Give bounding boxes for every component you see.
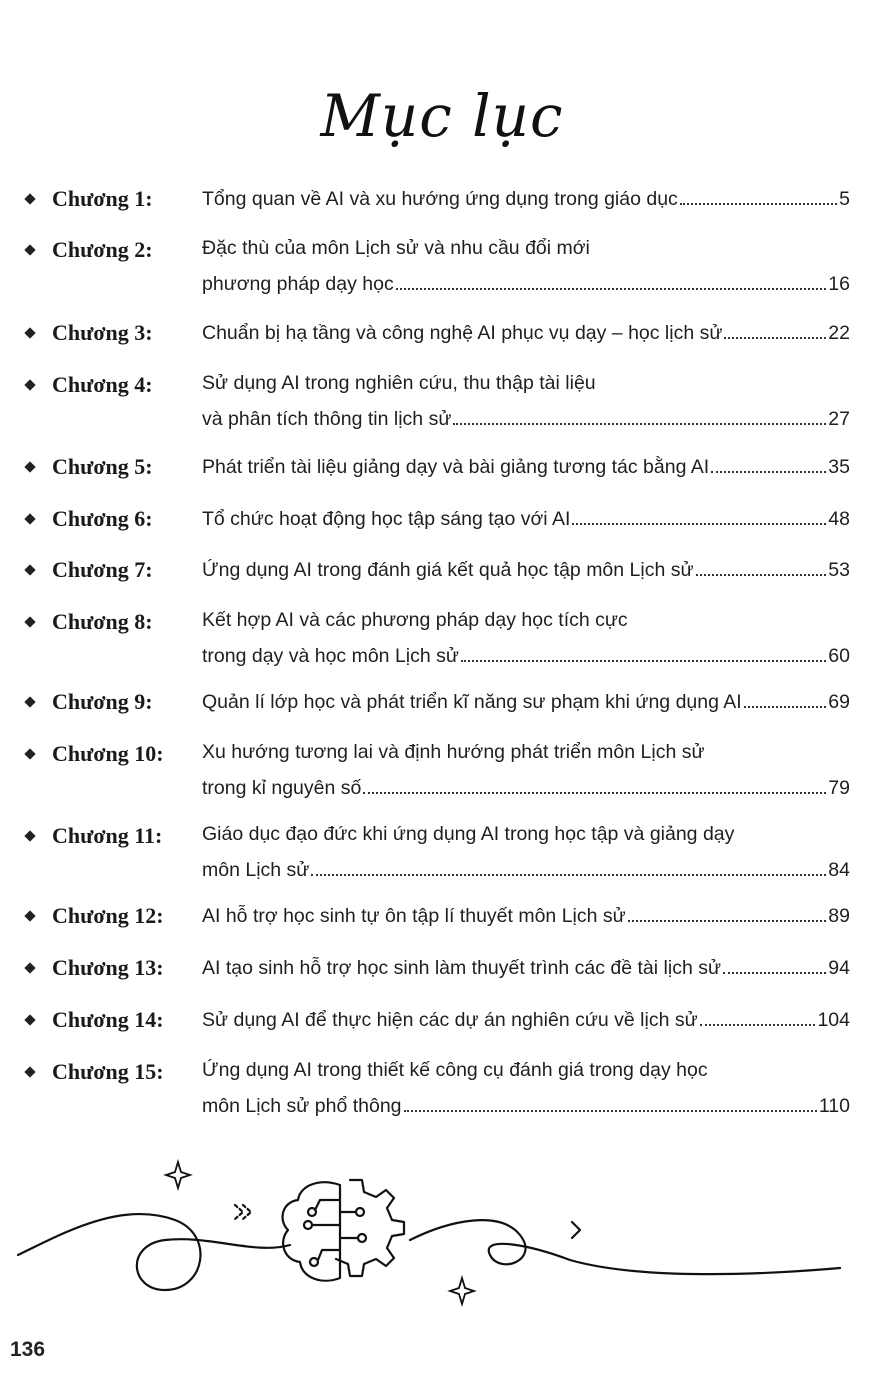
dot-leader <box>453 404 826 425</box>
toc-entry <box>0 689 884 727</box>
chapter-title-text: Đặc thù của môn Lịch sử và nhu cầu đổi mới <box>202 237 590 259</box>
dot-leader <box>396 269 827 290</box>
chapter-title-text: Phát triển tài liệu giảng dạy và bài giảng tương tác bằng AI <box>202 456 710 478</box>
diamond-bullet-icon <box>24 616 35 627</box>
diamond-bullet-icon <box>24 1066 35 1077</box>
chapter-label: Chương 9: <box>52 689 153 714</box>
page-reference: 35 <box>828 456 850 478</box>
chapter-title-text: Quản lí lớp học và phát triển kĩ năng sư phạm khi ứng dụng AI <box>202 691 742 713</box>
toc-entry <box>0 1007 884 1045</box>
page-reference: 16 <box>828 273 850 295</box>
chapter-label: Chương 14: <box>52 1007 164 1032</box>
chapter-title-text: phương pháp dạy học <box>202 273 394 295</box>
chapter-title-line <box>202 607 850 633</box>
chapter-title-line <box>202 855 850 881</box>
sparkle-icon <box>166 1162 190 1188</box>
chapter-title-line <box>202 821 850 847</box>
toc-entry <box>0 903 884 941</box>
chapter-title-line <box>202 1091 850 1117</box>
chapter-label: Chương 5: <box>52 454 153 479</box>
dot-leader <box>628 901 827 922</box>
chapter-title-line <box>202 452 850 478</box>
dot-leader <box>572 504 826 525</box>
chapter-title-text: môn Lịch sử phổ thông <box>202 1095 402 1117</box>
page-reference: 69 <box>828 691 850 713</box>
toc-entry <box>0 823 884 895</box>
dot-leader <box>724 318 826 339</box>
chapter-title-line <box>202 555 850 581</box>
dot-leader <box>723 953 826 974</box>
toc-entry <box>0 955 884 993</box>
toc-entry <box>0 454 884 492</box>
chapter-label: Chương 13: <box>52 955 164 980</box>
chapter-label: Chương 4: <box>52 372 153 397</box>
brain-gear-decoration <box>0 1150 884 1330</box>
diamond-bullet-icon <box>24 379 35 390</box>
diamond-bullet-icon <box>24 461 35 472</box>
chapter-label: Chương 10: <box>52 741 164 766</box>
chapter-title-text: Giáo dục đạo đức khi ứng dụng AI trong học tập và giảng dạy <box>202 823 735 845</box>
chapter-title-text: Chuẩn bị hạ tầng và công nghệ AI phục vụ dạy – học lịch sử <box>202 322 723 344</box>
dot-leader <box>700 1005 816 1026</box>
arrow-right-icon <box>572 1222 580 1238</box>
chapter-title-text: môn Lịch sử <box>202 859 310 881</box>
toc-entry <box>0 741 884 813</box>
double-arrow-icon <box>235 1205 251 1219</box>
chapter-title-line <box>202 1005 850 1031</box>
dot-leader <box>711 452 826 473</box>
toc-entry <box>0 186 884 224</box>
page-reference: 5 <box>839 188 850 210</box>
chapter-label: Chương 8: <box>52 609 153 634</box>
chapter-label: Chương 11: <box>52 823 163 848</box>
diamond-bullet-icon <box>24 244 35 255</box>
diamond-bullet-icon <box>24 1014 35 1025</box>
chapter-title-line <box>202 901 850 927</box>
dot-leader <box>680 184 837 205</box>
diamond-bullet-icon <box>24 696 35 707</box>
page-title: Mục lục <box>320 82 564 150</box>
chapter-title-text: Sử dụng AI trong nghiên cứu, thu thập tài liệu <box>202 372 596 394</box>
diamond-bullet-icon <box>24 748 35 759</box>
diamond-bullet-icon <box>24 564 35 575</box>
chapter-title-text: Tổng quan về AI và xu hướng ứng dụng trong giáo dục <box>202 188 678 210</box>
chapter-title-text: Tổ chức hoạt động học tập sáng tạo với AI <box>202 508 571 530</box>
dot-leader <box>744 687 827 708</box>
chapter-title-line <box>202 739 850 765</box>
page-reference: 110 <box>818 1095 850 1117</box>
page-reference: 60 <box>828 645 850 667</box>
chapter-title-text: Xu hướng tương lai và định hướng phát triển môn Lịch sử <box>202 741 705 763</box>
chapter-label: Chương 12: <box>52 903 164 928</box>
diamond-bullet-icon <box>24 193 35 204</box>
chapter-label: Chương 2: <box>52 237 153 262</box>
chapter-title-line <box>202 1057 850 1083</box>
chapter-title-line <box>202 641 850 667</box>
dot-leader <box>404 1091 817 1112</box>
chapter-title-text: Sử dụng AI để thực hiện các dự án nghiên cứu về lịch sử <box>202 1009 698 1031</box>
toc-entry <box>0 1059 884 1131</box>
diamond-bullet-icon <box>24 910 35 921</box>
page-reference: 84 <box>828 859 850 881</box>
page-number: 136 <box>10 1338 46 1361</box>
chapter-title-text: trong kỉ nguyên số <box>202 777 362 799</box>
page-reference: 48 <box>828 508 850 530</box>
chapter-title-text: và phân tích thông tin lịch sử <box>202 408 452 430</box>
diamond-bullet-icon <box>24 327 35 338</box>
chapter-title-line <box>202 318 850 344</box>
diamond-bullet-icon <box>24 513 35 524</box>
swirl-line-right <box>410 1220 840 1274</box>
toc-entry <box>0 609 884 681</box>
toc-entry <box>0 372 884 444</box>
diamond-bullet-icon <box>24 962 35 973</box>
page-reference: 22 <box>828 322 850 344</box>
sparkle-icon <box>450 1278 474 1304</box>
chapter-label: Chương 1: <box>52 186 153 211</box>
dot-leader <box>363 773 826 794</box>
chapter-title-line <box>202 370 850 396</box>
chapter-title-text: trong dạy và học môn Lịch sử <box>202 645 459 667</box>
toc-entry <box>0 237 884 309</box>
chapter-title-text: Ứng dụng AI trong đánh giá kết quả học tập môn Lịch sử <box>202 559 694 581</box>
chapter-title-text: AI tạo sinh hỗ trợ học sinh làm thuyết trình các đề tài lịch sử <box>202 957 722 979</box>
chapter-title-line <box>202 269 850 295</box>
dot-leader <box>311 855 826 876</box>
swirl-line-left <box>18 1214 290 1290</box>
chapter-label: Chương 7: <box>52 557 153 582</box>
chapter-title-line <box>202 404 850 430</box>
chapter-label: Chương 3: <box>52 320 153 345</box>
page-reference: 79 <box>828 777 850 799</box>
page-reference: 53 <box>828 559 850 581</box>
chapter-title-line <box>202 687 850 713</box>
chapter-title-line <box>202 504 850 530</box>
page-reference: 94 <box>828 957 850 979</box>
toc-entry <box>0 320 884 358</box>
page-reference: 27 <box>828 408 850 430</box>
gear-icon <box>336 1180 404 1276</box>
chapter-title-line <box>202 953 850 979</box>
toc-entry <box>0 506 884 544</box>
chapter-title-text: AI hỗ trợ học sinh tự ôn tập lí thuyết môn Lịch sử <box>202 905 626 927</box>
diamond-bullet-icon <box>24 830 35 841</box>
chapter-title-text: Kết hợp AI và các phương pháp dạy học tích cực <box>202 609 628 631</box>
page-reference: 89 <box>828 905 850 927</box>
dot-leader <box>696 555 827 576</box>
toc-entry <box>0 557 884 595</box>
chapter-title-line <box>202 235 850 261</box>
chapter-title-text: Ứng dụng AI trong thiết kế công cụ đánh giá trong dạy học <box>202 1059 708 1081</box>
page-reference: 104 <box>817 1009 850 1031</box>
chapter-title-line <box>202 773 850 799</box>
dot-leader <box>461 641 826 662</box>
chapter-title-line <box>202 184 850 210</box>
chapter-label: Chương 6: <box>52 506 153 531</box>
chapter-label: Chương 15: <box>52 1059 164 1084</box>
